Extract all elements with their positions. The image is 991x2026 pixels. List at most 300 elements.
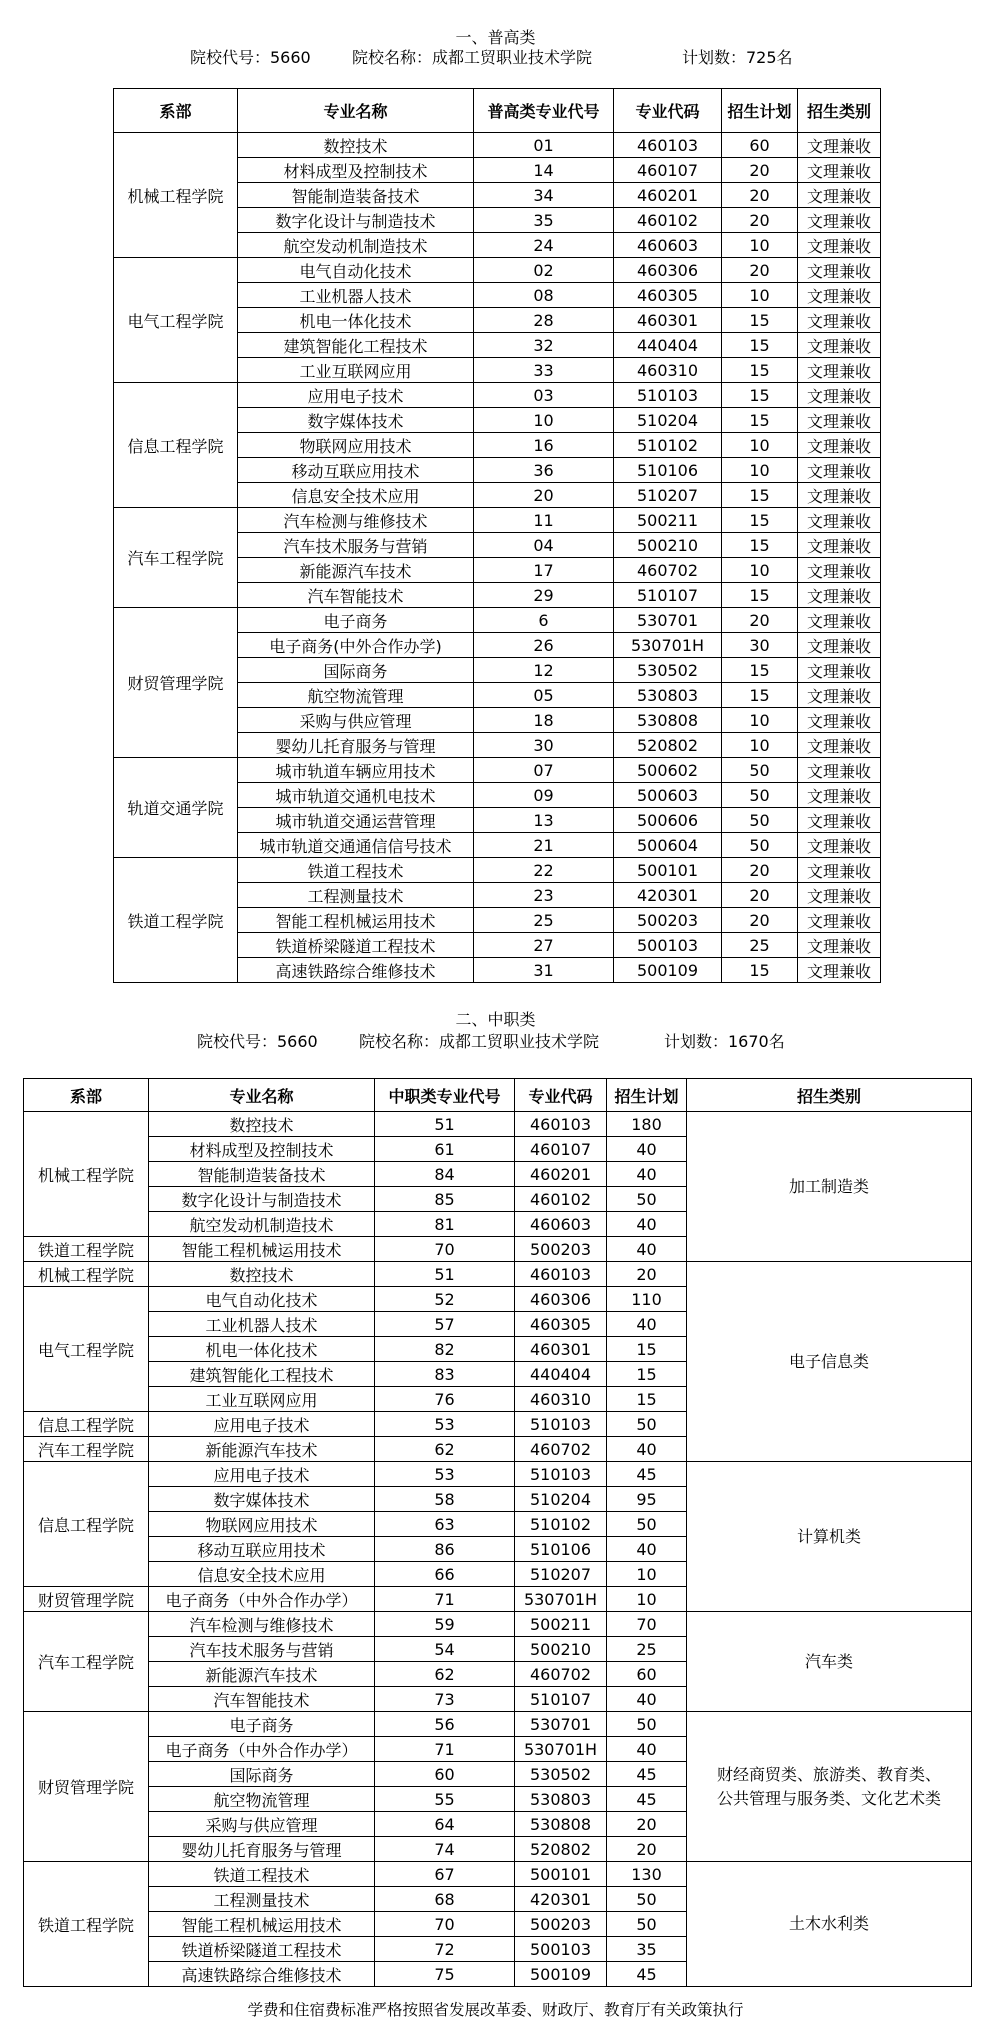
- general-code-cell: 36: [474, 458, 614, 483]
- major-code-cell: 520802: [614, 733, 722, 758]
- general-code-cell: 21: [474, 833, 614, 858]
- major-name-cell: 应用电子技术: [149, 1412, 375, 1437]
- major-name-cell: 高速铁路综合维修技术: [238, 958, 474, 983]
- major-name-cell: 电子商务: [238, 608, 474, 633]
- major-code-cell: 510207: [614, 483, 722, 508]
- table-row: [24, 1262, 972, 1287]
- plan-cell: 40: [607, 1437, 687, 1462]
- category-cell: 文理兼收: [798, 958, 881, 983]
- vocational-code-cell: 67: [375, 1862, 515, 1887]
- major-code-cell: 530502: [614, 658, 722, 683]
- plan-cell: 95: [607, 1487, 687, 1512]
- major-code-cell: 460301: [515, 1337, 607, 1362]
- major-code-cell: 460702: [515, 1437, 607, 1462]
- vocational-code-cell: 70: [375, 1912, 515, 1937]
- major-code-cell: 510106: [614, 458, 722, 483]
- major-code-cell: 510106: [515, 1537, 607, 1562]
- major-name-cell: 数字媒体技术: [149, 1487, 375, 1512]
- category-cell: 汽车类: [687, 1612, 972, 1712]
- table-row: [114, 508, 881, 533]
- major-name-cell: 城市轨道车辆应用技术: [238, 758, 474, 783]
- major-code-cell: 460603: [515, 1212, 607, 1237]
- section1-school-name: 院校名称：成都工贸职业技术学院: [352, 48, 593, 67]
- major-name-cell: 航空物流管理: [149, 1787, 375, 1812]
- section1-school-code: 院校代号：5660: [190, 48, 311, 67]
- plan-cell: 15: [722, 383, 798, 408]
- general-code-cell: 35: [474, 208, 614, 233]
- category-cell: 文理兼收: [798, 858, 881, 883]
- plan-cell: 50: [607, 1412, 687, 1437]
- major-code-cell: 500606: [614, 808, 722, 833]
- major-code-cell: 460103: [515, 1112, 607, 1137]
- plan-cell: 10: [607, 1562, 687, 1587]
- general-high-school-table: [113, 88, 881, 983]
- vocational-code-cell: 62: [375, 1437, 515, 1462]
- major-code-cell: 500203: [614, 908, 722, 933]
- plan-cell: 110: [607, 1287, 687, 1312]
- major-name-cell: 智能制造装备技术: [149, 1162, 375, 1187]
- dept-cell: 汽车工程学院: [24, 1612, 149, 1712]
- general-code-cell: 09: [474, 783, 614, 808]
- major-code-cell: 530701: [515, 1712, 607, 1737]
- plan-cell: 180: [607, 1112, 687, 1137]
- major-code-cell: 460201: [515, 1162, 607, 1187]
- table-row: [114, 383, 881, 408]
- major-code-cell: 460310: [614, 358, 722, 383]
- plan-cell: 10: [722, 433, 798, 458]
- dept-cell: 铁道工程学院: [24, 1862, 149, 1987]
- vocational-code-cell: 81: [375, 1212, 515, 1237]
- plan-cell: 20: [722, 158, 798, 183]
- category-cell: 加工制造类: [687, 1112, 972, 1262]
- major-code-cell: 440404: [515, 1362, 607, 1387]
- vocational-code-cell: 75: [375, 1962, 515, 1987]
- general-code-cell: 28: [474, 308, 614, 333]
- major-name-cell: 信息安全技术应用: [238, 483, 474, 508]
- general-code-cell: 11: [474, 508, 614, 533]
- general-code-cell: 16: [474, 433, 614, 458]
- major-code-cell: 530803: [515, 1787, 607, 1812]
- major-name-cell: 汽车技术服务与营销: [238, 533, 474, 558]
- plan-cell: 25: [607, 1637, 687, 1662]
- major-code-cell: 460305: [515, 1312, 607, 1337]
- category-cell: 文理兼收: [798, 133, 881, 158]
- category-cell: 文理兼收: [798, 883, 881, 908]
- plan-cell: 15: [722, 508, 798, 533]
- major-name-cell: 应用电子技术: [149, 1462, 375, 1487]
- major-code-cell: 500211: [614, 508, 722, 533]
- major-code-cell: 510103: [614, 383, 722, 408]
- major-name-cell: 婴幼儿托育服务与管理: [149, 1837, 375, 1862]
- plan-cell: 25: [722, 933, 798, 958]
- header-plan: 招生计划: [607, 1079, 687, 1112]
- major-name-cell: 数字化设计与制造技术: [149, 1187, 375, 1212]
- header-major: 专业名称: [238, 89, 474, 133]
- plan-cell: 15: [722, 408, 798, 433]
- major-code-cell: 500109: [515, 1962, 607, 1987]
- major-name-cell: 材料成型及控制技术: [238, 158, 474, 183]
- dept-cell: 电气工程学院: [24, 1287, 149, 1412]
- major-code-cell: 500109: [614, 958, 722, 983]
- major-name-cell: 采购与供应管理: [238, 708, 474, 733]
- major-code-cell: 460301: [614, 308, 722, 333]
- plan-cell: 10: [722, 733, 798, 758]
- plan-cell: 50: [722, 758, 798, 783]
- general-code-cell: 23: [474, 883, 614, 908]
- table-row: [114, 858, 881, 883]
- category-cell: 文理兼收: [798, 758, 881, 783]
- major-name-cell: 电气自动化技术: [149, 1287, 375, 1312]
- major-code-cell: 530701H: [515, 1587, 607, 1612]
- major-name-cell: 数控技术: [238, 133, 474, 158]
- plan-cell: 15: [722, 483, 798, 508]
- general-code-cell: 02: [474, 258, 614, 283]
- plan-cell: 15: [722, 358, 798, 383]
- major-code-cell: 510103: [515, 1412, 607, 1437]
- major-name-cell: 数字化设计与制造技术: [238, 208, 474, 233]
- general-code-cell: 32: [474, 333, 614, 358]
- section2-school-name: 院校名称：成都工贸职业技术学院: [359, 1032, 600, 1051]
- general-code-cell: 22: [474, 858, 614, 883]
- major-code-cell: 530803: [614, 683, 722, 708]
- dept-cell: 财贸管理学院: [24, 1587, 149, 1612]
- vocational-code-cell: 57: [375, 1312, 515, 1337]
- major-name-cell: 航空发动机制造技术: [238, 233, 474, 258]
- general-code-cell: 30: [474, 733, 614, 758]
- major-name-cell: 工业机器人技术: [238, 283, 474, 308]
- dept-cell: 电气工程学院: [114, 258, 238, 383]
- dept-cell: 财贸管理学院: [114, 608, 238, 758]
- vocational-code-cell: 83: [375, 1362, 515, 1387]
- plan-cell: 50: [607, 1887, 687, 1912]
- major-code-cell: 510204: [614, 408, 722, 433]
- major-name-cell: 建筑智能化工程技术: [238, 333, 474, 358]
- major-name-cell: 汽车检测与维修技术: [238, 508, 474, 533]
- table-header-row: [114, 89, 881, 133]
- plan-cell: 10: [722, 458, 798, 483]
- header-major-code-vocational: 中职类专业代号: [375, 1079, 515, 1112]
- plan-cell: 45: [607, 1962, 687, 1987]
- dept-cell: 机械工程学院: [24, 1262, 149, 1287]
- vocational-code-cell: 61: [375, 1137, 515, 1162]
- plan-cell: 50: [722, 783, 798, 808]
- dept-cell: 信息工程学院: [114, 383, 238, 508]
- major-code-cell: 530808: [515, 1812, 607, 1837]
- plan-cell: 45: [607, 1762, 687, 1787]
- plan-cell: 40: [607, 1162, 687, 1187]
- major-code-cell: 460107: [614, 158, 722, 183]
- category-cell: 文理兼收: [798, 808, 881, 833]
- category-cell: 土木水利类: [687, 1862, 972, 1987]
- major-name-cell: 航空物流管理: [238, 683, 474, 708]
- plan-cell: 15: [722, 683, 798, 708]
- major-code-cell: 500210: [614, 533, 722, 558]
- major-code-cell: 500103: [614, 933, 722, 958]
- major-code-cell: 460603: [614, 233, 722, 258]
- major-name-cell: 婴幼儿托育服务与管理: [238, 733, 474, 758]
- plan-cell: 20: [722, 258, 798, 283]
- plan-cell: 60: [607, 1662, 687, 1687]
- general-code-cell: 6: [474, 608, 614, 633]
- major-code-cell: 420301: [515, 1887, 607, 1912]
- general-code-cell: 33: [474, 358, 614, 383]
- dept-cell: 汽车工程学院: [24, 1437, 149, 1462]
- major-code-cell: 460306: [614, 258, 722, 283]
- header-dept: 系部: [114, 89, 238, 133]
- plan-cell: 70: [607, 1612, 687, 1637]
- category-cell: 文理兼收: [798, 258, 881, 283]
- category-cell: 文理兼收: [798, 458, 881, 483]
- category-cell: 文理兼收: [798, 508, 881, 533]
- major-name-cell: 工业机器人技术: [149, 1312, 375, 1337]
- major-name-cell: 汽车技术服务与营销: [149, 1637, 375, 1662]
- major-name-cell: 城市轨道交通机电技术: [238, 783, 474, 808]
- general-code-cell: 03: [474, 383, 614, 408]
- major-code-cell: 510107: [515, 1687, 607, 1712]
- vocational-code-cell: 72: [375, 1937, 515, 1962]
- table-row: [24, 1112, 972, 1137]
- category-cell: 文理兼收: [798, 483, 881, 508]
- plan-cell: 15: [722, 658, 798, 683]
- table-header-row: [24, 1079, 972, 1112]
- dept-cell: 机械工程学院: [114, 133, 238, 258]
- vocational-code-cell: 85: [375, 1187, 515, 1212]
- plan-cell: 20: [722, 883, 798, 908]
- plan-cell: 20: [607, 1812, 687, 1837]
- dept-cell: 信息工程学院: [24, 1412, 149, 1437]
- vocational-code-cell: 68: [375, 1887, 515, 1912]
- header-major-code: 专业代码: [515, 1079, 607, 1112]
- category-cell: 文理兼收: [798, 558, 881, 583]
- major-name-cell: 汽车智能技术: [149, 1687, 375, 1712]
- major-name-cell: 汽车检测与维修技术: [149, 1612, 375, 1637]
- major-name-cell: 智能工程机械运用技术: [149, 1237, 375, 1262]
- vocational-code-cell: 58: [375, 1487, 515, 1512]
- category-cell: 计算机类: [687, 1462, 972, 1612]
- major-name-cell: 机电一体化技术: [238, 308, 474, 333]
- plan-cell: 40: [607, 1312, 687, 1337]
- general-code-cell: 07: [474, 758, 614, 783]
- major-code-cell: 460201: [614, 183, 722, 208]
- major-code-cell: 500101: [515, 1862, 607, 1887]
- major-name-cell: 数控技术: [149, 1262, 375, 1287]
- dept-cell: 信息工程学院: [24, 1462, 149, 1587]
- section1-title: 一、普高类: [455, 28, 536, 47]
- vocational-code-cell: 53: [375, 1462, 515, 1487]
- major-code-cell: 460102: [515, 1187, 607, 1212]
- vocational-code-cell: 74: [375, 1837, 515, 1862]
- major-name-cell: 新能源汽车技术: [149, 1437, 375, 1462]
- dept-cell: 汽车工程学院: [114, 508, 238, 608]
- dept-cell: 铁道工程学院: [114, 858, 238, 983]
- major-name-cell: 工程测量技术: [238, 883, 474, 908]
- category-cell: 文理兼收: [798, 233, 881, 258]
- header-category: 招生类别: [798, 89, 881, 133]
- general-code-cell: 01: [474, 133, 614, 158]
- major-name-cell: 城市轨道交通运营管理: [238, 808, 474, 833]
- major-name-cell: 移动互联应用技术: [149, 1537, 375, 1562]
- vocational-code-cell: 54: [375, 1637, 515, 1662]
- vocational-code-cell: 70: [375, 1237, 515, 1262]
- plan-cell: 15: [722, 958, 798, 983]
- plan-cell: 40: [607, 1237, 687, 1262]
- category-cell: 财经商贸类、旅游类、教育类、 公共管理与服务类、文化艺术类: [687, 1712, 972, 1862]
- major-code-cell: 530701H: [515, 1737, 607, 1762]
- major-name-cell: 电子商务(中外合作办学): [238, 633, 474, 658]
- category-cell: 文理兼收: [798, 208, 881, 233]
- plan-cell: 20: [722, 858, 798, 883]
- section2-school-code: 院校代号：5660: [197, 1032, 318, 1051]
- major-name-cell: 高速铁路综合维修技术: [149, 1962, 375, 1987]
- major-code-cell: 510204: [515, 1487, 607, 1512]
- table-row: [114, 608, 881, 633]
- vocational-code-cell: 56: [375, 1712, 515, 1737]
- plan-cell: 50: [722, 808, 798, 833]
- table-row: [114, 133, 881, 158]
- major-code-cell: 500203: [515, 1912, 607, 1937]
- plan-cell: 20: [607, 1837, 687, 1862]
- plan-cell: 20: [722, 183, 798, 208]
- major-name-cell: 铁道桥梁隧道工程技术: [238, 933, 474, 958]
- major-code-cell: 460702: [515, 1662, 607, 1687]
- plan-cell: 20: [722, 608, 798, 633]
- major-name-cell: 工程测量技术: [149, 1887, 375, 1912]
- plan-cell: 40: [607, 1737, 687, 1762]
- plan-cell: 45: [607, 1462, 687, 1487]
- general-code-cell: 13: [474, 808, 614, 833]
- major-name-cell: 数控技术: [149, 1112, 375, 1137]
- plan-cell: 15: [722, 533, 798, 558]
- vocational-code-cell: 71: [375, 1587, 515, 1612]
- dept-cell: 铁道工程学院: [24, 1237, 149, 1262]
- major-name-cell: 信息安全技术应用: [149, 1562, 375, 1587]
- major-code-cell: 460107: [515, 1137, 607, 1162]
- category-cell: 文理兼收: [798, 183, 881, 208]
- dept-cell: 财贸管理学院: [24, 1712, 149, 1862]
- table-row: [114, 758, 881, 783]
- category-cell: 文理兼收: [798, 383, 881, 408]
- plan-cell: 15: [722, 583, 798, 608]
- category-cell: 文理兼收: [798, 633, 881, 658]
- general-code-cell: 25: [474, 908, 614, 933]
- major-name-cell: 物联网应用技术: [238, 433, 474, 458]
- major-code-cell: 510103: [515, 1462, 607, 1487]
- vocational-code-cell: 71: [375, 1737, 515, 1762]
- general-code-cell: 17: [474, 558, 614, 583]
- category-cell: 文理兼收: [798, 433, 881, 458]
- major-code-cell: 420301: [614, 883, 722, 908]
- major-code-cell: 460702: [614, 558, 722, 583]
- vocational-code-cell: 73: [375, 1687, 515, 1712]
- vocational-table: [23, 1078, 972, 1987]
- major-code-cell: 530502: [515, 1762, 607, 1787]
- plan-cell: 50: [607, 1512, 687, 1537]
- major-name-cell: 航空发动机制造技术: [149, 1212, 375, 1237]
- plan-cell: 60: [722, 133, 798, 158]
- category-cell: 文理兼收: [798, 358, 881, 383]
- major-code-cell: 500211: [515, 1612, 607, 1637]
- plan-cell: 50: [607, 1187, 687, 1212]
- vocational-code-cell: 51: [375, 1262, 515, 1287]
- table-row: [24, 1612, 972, 1637]
- major-code-cell: 520802: [515, 1837, 607, 1862]
- major-name-cell: 铁道工程技术: [149, 1862, 375, 1887]
- plan-cell: 15: [722, 308, 798, 333]
- major-code-cell: 460103: [614, 133, 722, 158]
- plan-cell: 50: [607, 1712, 687, 1737]
- vocational-code-cell: 62: [375, 1662, 515, 1687]
- major-code-cell: 530808: [614, 708, 722, 733]
- plan-cell: 10: [722, 708, 798, 733]
- category-cell: 文理兼收: [798, 333, 881, 358]
- general-code-cell: 24: [474, 233, 614, 258]
- category-cell: 电子信息类: [687, 1262, 972, 1462]
- major-code-cell: 530701: [614, 608, 722, 633]
- plan-cell: 10: [722, 558, 798, 583]
- major-name-cell: 工业互联网应用: [149, 1387, 375, 1412]
- major-name-cell: 机电一体化技术: [149, 1337, 375, 1362]
- header-major-code-general: 普高类专业代号: [474, 89, 614, 133]
- major-name-cell: 电子商务: [149, 1712, 375, 1737]
- major-name-cell: 材料成型及控制技术: [149, 1137, 375, 1162]
- major-code-cell: 500103: [515, 1937, 607, 1962]
- plan-cell: 130: [607, 1862, 687, 1887]
- general-code-cell: 31: [474, 958, 614, 983]
- general-code-cell: 10: [474, 408, 614, 433]
- general-code-cell: 12: [474, 658, 614, 683]
- dept-cell: 机械工程学院: [24, 1112, 149, 1237]
- table-row: [24, 1462, 972, 1487]
- major-code-cell: 440404: [614, 333, 722, 358]
- major-code-cell: 460102: [614, 208, 722, 233]
- vocational-code-cell: 82: [375, 1337, 515, 1362]
- section2-plan-total: 计划数：1670名: [664, 1032, 785, 1051]
- major-code-cell: 500603: [614, 783, 722, 808]
- major-name-cell: 电子商务（中外合作办学）: [149, 1737, 375, 1762]
- table-row: [24, 1712, 972, 1737]
- major-code-cell: 510102: [515, 1512, 607, 1537]
- plan-cell: 15: [607, 1387, 687, 1412]
- major-name-cell: 物联网应用技术: [149, 1512, 375, 1537]
- category-cell: 文理兼收: [798, 683, 881, 708]
- plan-cell: 40: [607, 1537, 687, 1562]
- vocational-code-cell: 63: [375, 1512, 515, 1537]
- plan-cell: 45: [607, 1787, 687, 1812]
- major-name-cell: 新能源汽车技术: [149, 1662, 375, 1687]
- general-code-cell: 08: [474, 283, 614, 308]
- category-cell: 文理兼收: [798, 783, 881, 808]
- category-cell: 文理兼收: [798, 158, 881, 183]
- category-cell: 文理兼收: [798, 283, 881, 308]
- major-name-cell: 建筑智能化工程技术: [149, 1362, 375, 1387]
- major-code-cell: 500602: [614, 758, 722, 783]
- major-code-cell: 500210: [515, 1637, 607, 1662]
- plan-cell: 15: [607, 1337, 687, 1362]
- general-code-cell: 34: [474, 183, 614, 208]
- major-name-cell: 国际商务: [149, 1762, 375, 1787]
- major-name-cell: 新能源汽车技术: [238, 558, 474, 583]
- category-cell: 文理兼收: [798, 533, 881, 558]
- general-code-cell: 18: [474, 708, 614, 733]
- category-cell: 文理兼收: [798, 308, 881, 333]
- category-cell: 文理兼收: [798, 908, 881, 933]
- major-name-cell: 城市轨道交通通信信号技术: [238, 833, 474, 858]
- header-dept: 系部: [24, 1079, 149, 1112]
- plan-cell: 50: [607, 1912, 687, 1937]
- plan-cell: 10: [722, 283, 798, 308]
- section1-plan-total: 计划数：725名: [682, 48, 793, 67]
- category-cell: 文理兼收: [798, 708, 881, 733]
